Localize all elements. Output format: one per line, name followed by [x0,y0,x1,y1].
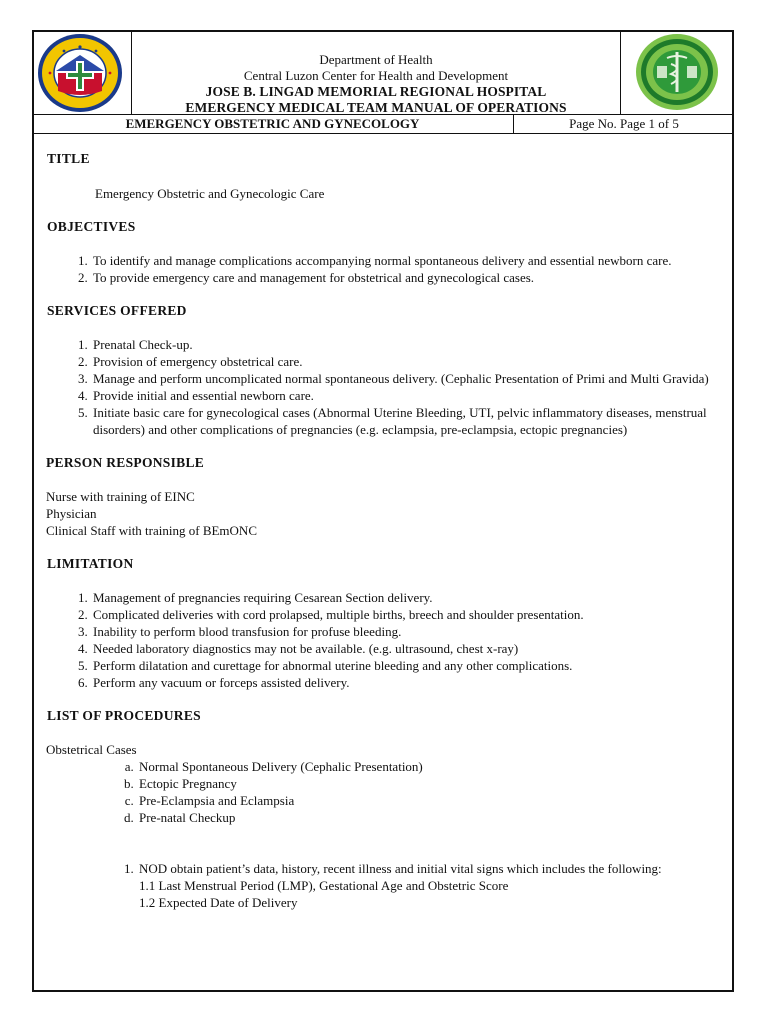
list-item: 1. To identify and manage complications accompanying normal spontaneous delivery and essential newborn care. [91,252,727,269]
header-titles [132,30,620,114]
section-heading: OBJECTIVES [47,219,136,234]
section-heading: LIST OF PROCEDURES [47,708,201,723]
services-list [47,336,727,438]
left-logo-cell [32,30,132,114]
cases-list [47,758,727,826]
list-item: 2. To provide emergency care and management for obstetrical and gynecological cases. [91,269,727,286]
step-text: NOD obtain patient’s data, history, recent illness and initial vital signs which includes the following: [139,861,662,876]
section-heading: LIMITATION [47,556,134,571]
section-heading: TITLE [47,151,90,166]
responsible-list [46,488,727,539]
title-section [47,150,727,202]
steps-list [47,860,727,911]
list-item: 3. Manage and perform uncomplicated normal spontaneous delivery. (Cephalic Presentation of Primi and Multi Gravida) [91,370,727,387]
department-name: Department of Health [319,52,433,67]
list-item: d. Pre-natal Checkup [137,809,727,826]
list-item: 5. Perform dilatation and curettage for abnormal uterine bleeding and any other complications. [91,657,727,674]
list-item: 4. Needed laboratory diagnostics may not be available. (e.g. ultrasound, chest x-ray) [91,640,727,657]
sub-step: 1.1 Last Menstrual Period (LMP), Gestational Age and Obstetric Score [139,878,509,893]
list-item: 2. Complicated deliveries with cord prolapsed, multiple births, breech and shoulder presentation. [91,606,727,623]
title-text: Emergency Obstetric and Gynecologic Care [95,186,325,201]
list-item: a. Normal Spontaneous Delivery (Cephalic Presentation) [137,758,727,775]
center-name: Central Luzon Center for Health and Development [243,68,509,83]
right-logo-cell [620,30,734,114]
list-item [137,860,727,911]
services-section [47,302,727,438]
objectives-section [47,218,727,286]
hospital-seal-icon [633,32,721,112]
person-responsible-section [46,454,727,539]
list-item: Nurse with training of EINC [46,489,195,504]
section-heading: SERVICES OFFERED [47,303,187,318]
list-item: Physician [46,506,97,521]
list-item: 5. Initiate basic care for gynecological cases (Abnormal Uterine Bleeding, UTI, pelvic inflammatory diseases, menstrual disorders) and other complications of pregnancies (e.g. eclampsia, pre-eclampsia, ectopic pregnancies) [91,404,727,438]
section-title: EMERGENCY OBSTETRIC AND GYNECOLOGY [32,115,514,133]
document-body [47,150,727,911]
limitation-list [47,589,727,691]
document-header [32,30,734,134]
manual-name: EMERGENCY MEDICAL TEAM MANUAL OF OPERATIONS [185,100,567,115]
list-item: 4. Provide initial and essential newborn care. [91,387,727,404]
limitation-section [47,555,727,691]
group-label: Obstetrical Cases [46,742,137,757]
sub-step: 1.2 Expected Date of Delivery [139,895,298,910]
list-item: 3. Inability to perform blood transfusion for profuse bleeding. [91,623,727,640]
objectives-list [47,252,727,286]
procedures-section [47,707,727,911]
list-item: c. Pre-Eclampsia and Eclampsia [137,792,727,809]
page-number: Page No. Page 1 of 5 [569,116,679,131]
list-item: b. Ectopic Pregnancy [137,775,727,792]
hospital-name: JOSE B. LINGAD MEMORIAL REGIONAL HOSPITAL [205,84,547,99]
header-section-row [32,114,734,134]
list-item: 1. Prenatal Check-up. [91,336,727,353]
list-item: Clinical Staff with training of BEmONC [46,523,257,538]
doh-seal-icon [36,33,124,113]
section-heading: PERSON RESPONSIBLE [46,455,205,470]
list-item: 2. Provision of emergency obstetrical care. [91,353,727,370]
list-item: 6. Perform any vacuum or forceps assisted delivery. [91,674,727,691]
list-item: 1. Management of pregnancies requiring Cesarean Section delivery. [91,589,727,606]
